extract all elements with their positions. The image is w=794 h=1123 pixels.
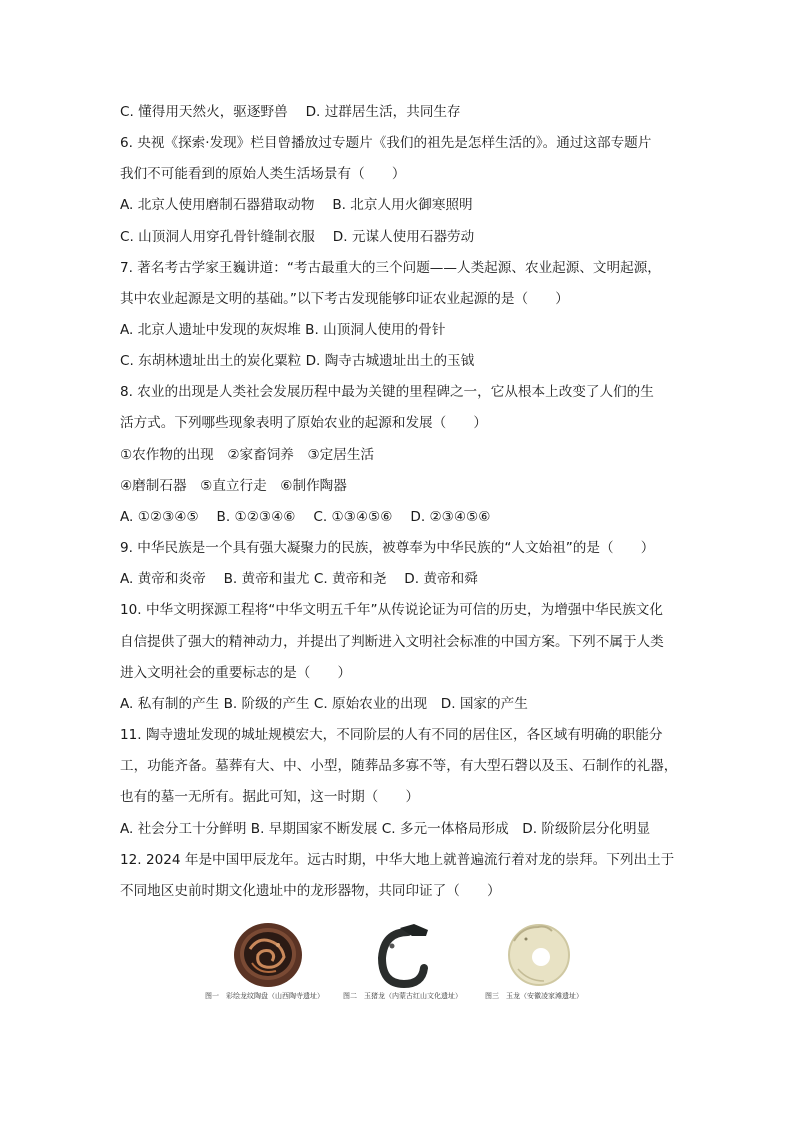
question-8-options: A. ①②③④⑤ B. ①②③④⑥ C. ①③④⑤⑥ D. ②③④⑤⑥ [120,509,491,525]
question-9-stem: 9. 中华民族是一个具有强大凝聚力的民族，被尊奉为中华民族的“人文始祖”的是（ ） [120,540,655,556]
text-line: C. 懂得用天然火，驱逐野兽 D. 过群居生活，共同生存 [120,104,461,120]
figure-1-caption: 图一 彩绘龙纹陶盘（山西陶寺遗址） [205,992,324,1000]
text-line: 进入文明社会的重要标志的是（ ） [120,665,352,681]
question-12-stem: 12. 2024 年是中国甲辰龙年。远古时期，中华大地上就普遍流行着对龙的崇拜。下列出土于 [120,852,675,868]
text-line: 工，功能齐备。墓葬有大、中、小型，随葬品多寡不等，有大型石磬以及玉、石制作的礼器， [120,758,678,774]
question-9-options: A. 黄帝和炎帝 B. 黄帝和蚩尤 C. 黄帝和尧 D. 黄帝和舜 [120,571,478,587]
text-line: 我们不可能看到的原始人类生活场景有（ ） [120,166,406,182]
jade-dragon-ring-image [502,919,576,989]
question-8-items: ④磨制石器 ⑤直立行走 ⑥制作陶器 [120,478,347,494]
question-10-stem: 10. 中华文明探源工程将“中华文明五千年”从传说论证为可信的历史，为增强中华民族文化 [120,602,663,618]
question-7-stem: 7. 著名考古学家王巍讲道：“考古最重大的三个问题——人类起源、农业起源、文明起源， [120,260,661,276]
figure-2-caption: 图二 玉猪龙（内蒙古红山文化遗址） [343,992,462,1000]
text-line: 活方式。下列哪些现象表明了原始农业的起源和发展（ ） [120,415,488,431]
question-7-options-cd: C. 东胡林遗址出土的炭化粟粒 D. 陶寺古城遗址出土的玉钺 [120,353,475,369]
question-6-options-cd: C. 山顶洞人用穿孔骨针缝制衣服 D. 元谋人使用石器劳动 [120,229,475,245]
question-8-items: ①农作物的出现 ②家畜饲养 ③定居生活 [120,447,375,463]
question-6-options-ab: A. 北京人使用磨制石器猎取动物 B. 北京人用火御寒照明 [120,197,473,213]
question-10-options: A. 私有制的产生 B. 阶级的产生 C. 原始农业的出现 D. 国家的产生 [120,696,528,712]
jade-pig-dragon-image [370,918,436,990]
text-line: 也有的墓一无所有。据此可知，这一时期（ ） [120,789,420,805]
text-line: 自信提供了强大的精神动力，并提出了判断进入文明社会标准的中国方案。下列不属于人类 [120,634,664,650]
question-7-options-ab: A. 北京人遗址中发现的灰烬堆 B. 山顶洞人使用的骨针 [120,322,446,338]
painted-pottery-plate-image [232,919,304,989]
question-6-stem: 6. 央视《探索·发现》栏目曾播放过专题片《我们的祖先是怎样生活的》。通过这部专题片 [120,135,652,151]
question-11-stem: 11. 陶寺遗址发现的城址规模宏大，不同阶层的人有不同的居住区，各区域有明确的职能分 [120,727,663,743]
figure-3-caption: 图三 玉龙（安徽凌家滩遗址） [485,992,583,1000]
question-11-options: A. 社会分工十分鲜明 B. 早期国家不断发展 C. 多元一体格局形成 D. 阶级阶层分化明显 [120,821,651,837]
question-8-stem: 8. 农业的出现是人类社会发展历程中最为关键的里程碑之一，它从根本上改变了人们的生 [120,384,654,400]
text-line: 其中农业起源是文明的基础。”以下考古发现能够印证农业起源的是（ ） [120,291,569,307]
text-line: 不同地区史前时期文化遗址中的龙形器物，共同印证了（ ） [120,883,501,899]
